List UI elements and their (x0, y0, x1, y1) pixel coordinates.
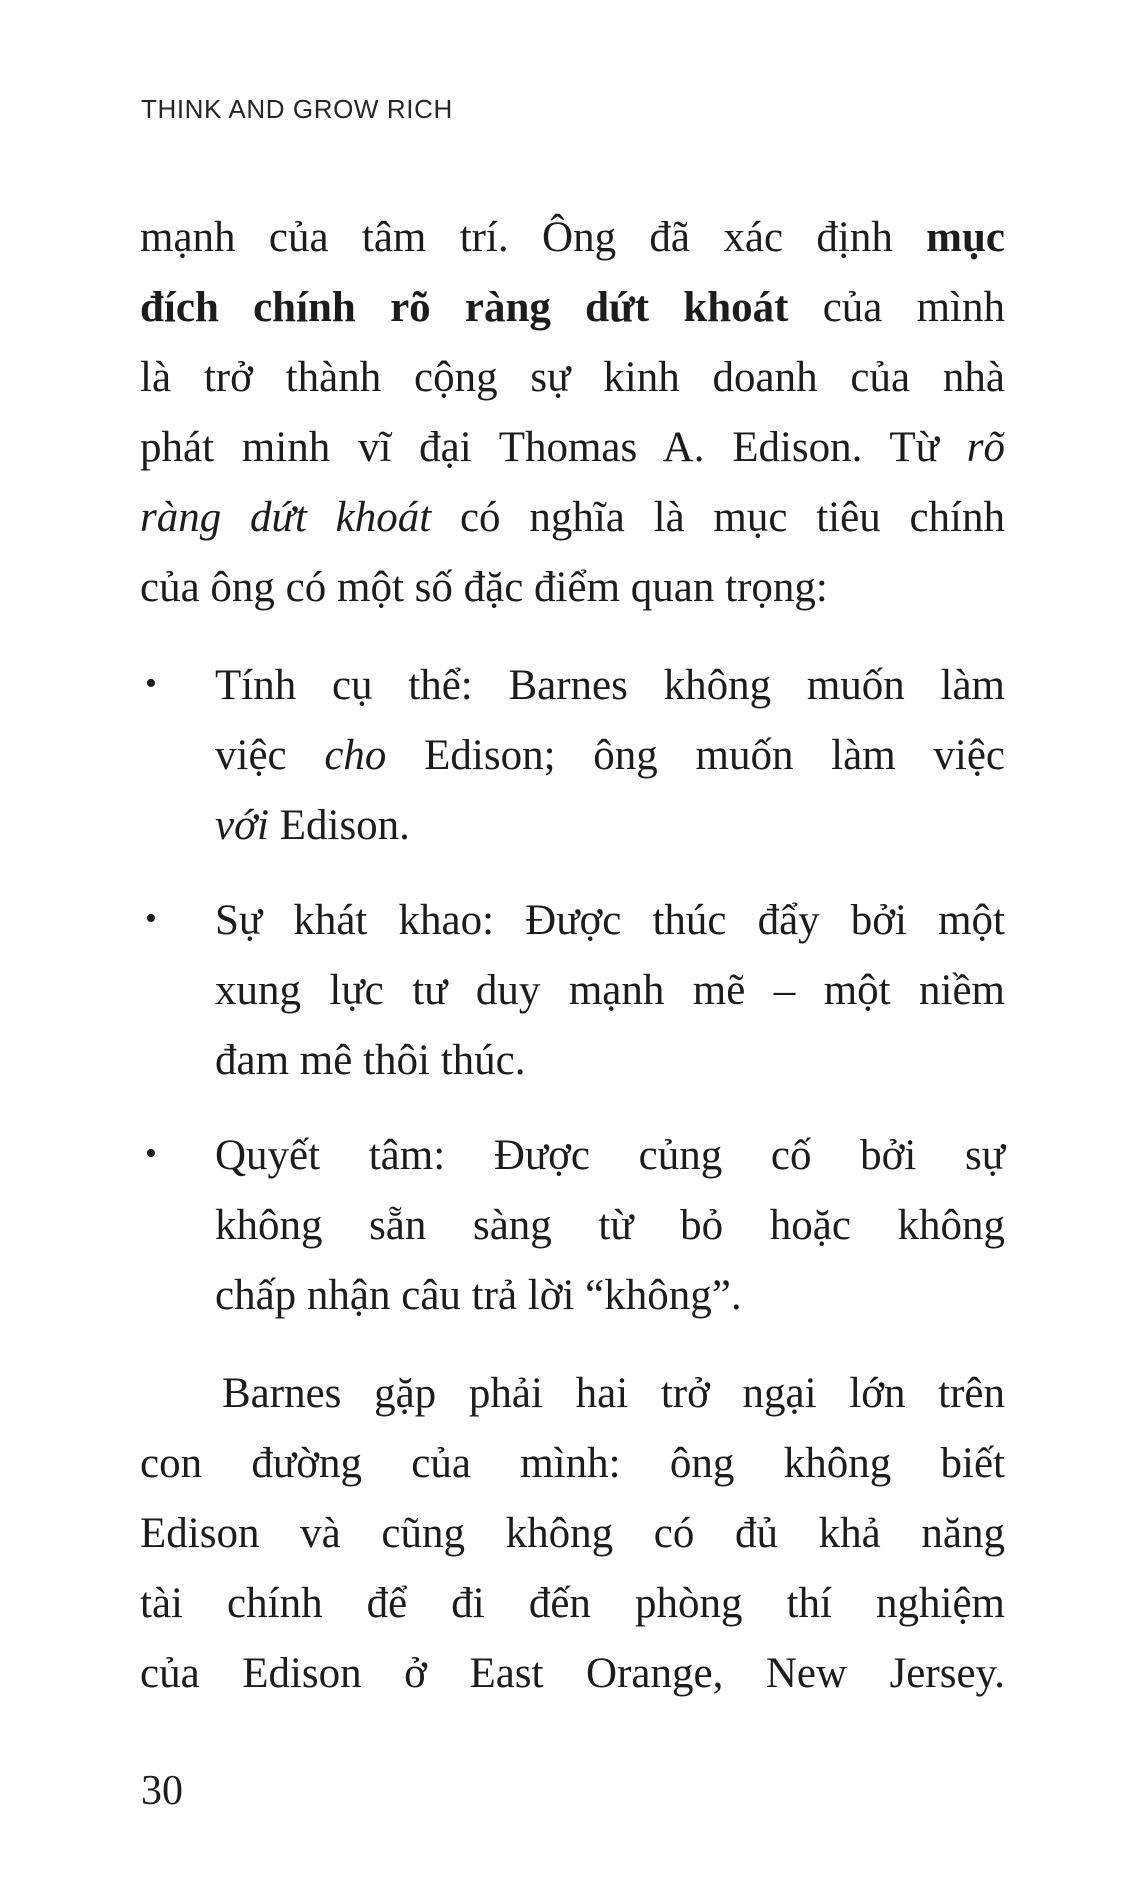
text-segment: mạnh của tâm trí. Ông đã xác định (140, 214, 927, 261)
text-segment: Edison. (268, 802, 410, 849)
text-segment: Tính cụ thể: Barnes không muốn làm (215, 662, 1005, 709)
text-segment: với (215, 802, 269, 849)
text-line (215, 721, 1005, 791)
bullet-icon: • (145, 900, 157, 937)
bullet-item (140, 1121, 1005, 1331)
bullet-text (215, 886, 1005, 1096)
text-segment: tài chính để đi đến phòng thí nghiệm (140, 1580, 1005, 1627)
text-line (215, 1121, 1005, 1191)
text-line (215, 791, 1005, 861)
bullet-item (140, 651, 1005, 861)
running-header: THINK AND GROW RICH (141, 94, 453, 124)
text-segment: là trở thành cộng sự kinh doanh của nhà (140, 354, 1005, 401)
text-line (215, 1191, 1005, 1261)
text-segment: rõ (966, 424, 1005, 471)
text-segment: Edison và cũng không có đủ khả năng (140, 1510, 1005, 1557)
text-segment: đích chính rõ ràng dứt khoát (140, 284, 789, 331)
bullet-text (215, 651, 1005, 861)
text-line (140, 483, 1005, 553)
text-segment: Edison; ông muốn làm việc (386, 732, 1005, 779)
text-segment: của ông có một số đặc điểm quan trọng: (140, 564, 828, 611)
text-line (140, 1499, 1005, 1569)
text-segment: của mình (788, 284, 1005, 331)
text-segment: Sự khát khao: Được thúc đẩy bởi một (215, 897, 1005, 944)
bullet-icon: • (145, 1135, 157, 1172)
text-segment: việc (215, 732, 325, 779)
bullet-list (140, 651, 1005, 1331)
bullet-icon: • (145, 665, 157, 702)
text-segment: mục (926, 214, 1005, 261)
text-line (140, 1569, 1005, 1639)
page-number: 30 (141, 1768, 183, 1814)
text-segment: chấp nhận câu trả lời “không”. (215, 1272, 742, 1319)
text-segment: có nghĩa là mục tiêu chính (431, 494, 1005, 541)
text-segment: phát minh vĩ đại Thomas A. Edison. Từ (140, 424, 967, 471)
text-line (215, 651, 1005, 721)
bullet-item (140, 886, 1005, 1096)
text-line (140, 413, 1005, 483)
text-line (140, 343, 1005, 413)
text-segment: đam mê thôi thúc. (215, 1037, 526, 1084)
text-line (140, 273, 1005, 343)
text-segment: xung lực tư duy mạnh mẽ – một niềm (215, 967, 1005, 1014)
text-line (215, 1026, 1005, 1096)
text-line (140, 1429, 1005, 1499)
text-line (140, 1359, 1005, 1429)
text-segment: cho (324, 732, 387, 779)
text-line (140, 553, 1005, 623)
text-segment: Quyết tâm: Được củng cố bởi sự (215, 1132, 1005, 1179)
text-segment: ràng dứt khoát (140, 494, 432, 541)
page-body-text (140, 203, 1005, 1709)
text-segment: của Edison ở East Orange, New Jersey. (140, 1650, 1005, 1697)
text-line (215, 956, 1005, 1026)
text-line (140, 1639, 1005, 1709)
text-segment: Barnes gặp phải hai trở ngại lớn trên (222, 1370, 1005, 1417)
text-line (215, 1261, 1005, 1331)
text-line (140, 203, 1005, 273)
text-segment: con đường của mình: ông không biết (140, 1440, 1005, 1487)
text-segment: không sẵn sàng từ bỏ hoặc không (215, 1202, 1005, 1249)
paragraph-intro (140, 203, 1005, 623)
text-line (215, 886, 1005, 956)
paragraph-obstacles (140, 1359, 1005, 1709)
bullet-text (215, 1121, 1005, 1331)
